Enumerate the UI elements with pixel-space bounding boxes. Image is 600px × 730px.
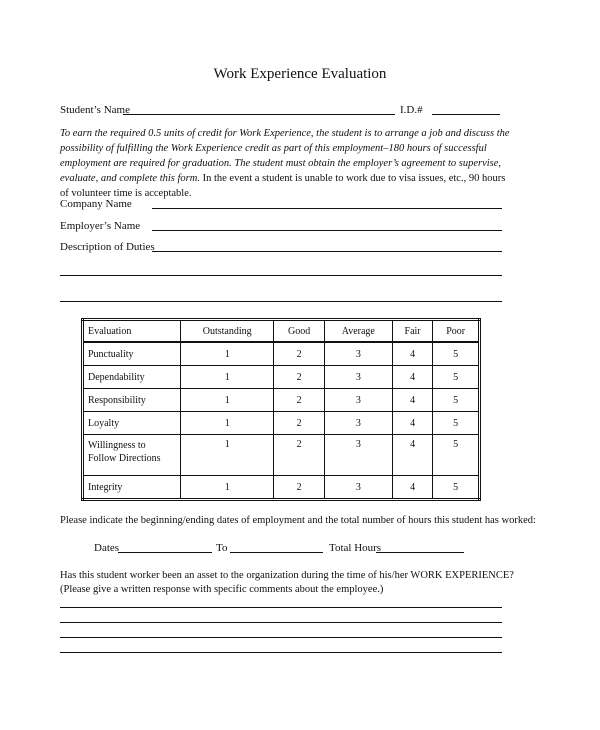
student-name-field[interactable] [123, 114, 395, 115]
header-cell: Poor [433, 320, 480, 343]
total-hours-field[interactable] [376, 552, 464, 553]
criterion-label: Dependability [83, 366, 181, 389]
header-cell: Outstanding [181, 320, 274, 343]
end-date-field[interactable] [230, 552, 323, 553]
rating-cell[interactable]: 3 [324, 476, 392, 500]
rating-cell[interactable]: 5 [433, 435, 480, 476]
table-row [83, 366, 480, 389]
asset-question: Has this student worker been an asset to the organization during the time of his/her WORK EXPERIENCE? [60, 570, 514, 581]
rating-cell[interactable]: 1 [181, 476, 274, 500]
table-row [83, 412, 480, 435]
rating-cell[interactable]: 1 [181, 342, 274, 366]
rating-cell[interactable]: 2 [274, 389, 324, 412]
rating-cell[interactable]: 3 [324, 435, 392, 476]
table-row [83, 342, 480, 366]
rating-cell[interactable]: 1 [181, 435, 274, 476]
intro-paragraph [60, 126, 510, 201]
criterion-label: Loyalty [83, 412, 181, 435]
start-date-field[interactable] [118, 552, 212, 553]
dates-label: Dates [94, 542, 120, 554]
criterion-label: Punctuality [83, 342, 181, 366]
rating-cell[interactable]: 2 [274, 366, 324, 389]
criterion-label: Responsibility [83, 389, 181, 412]
rating-cell[interactable]: 4 [392, 389, 433, 412]
dates-prompt: Please indicate the beginning/ending dates of employment and the total number of hours this student has worked: [60, 515, 536, 526]
header-cell: Average [324, 320, 392, 343]
rating-cell[interactable]: 2 [274, 476, 324, 500]
rating-cell[interactable]: 1 [181, 366, 274, 389]
id-field[interactable] [432, 114, 500, 115]
rating-cell[interactable]: 3 [324, 389, 392, 412]
rating-cell[interactable]: 5 [433, 342, 480, 366]
rating-cell[interactable]: 4 [392, 342, 433, 366]
evaluation-table [81, 318, 481, 501]
form-title: Work Experience Evaluation [213, 66, 387, 82]
rating-cell[interactable]: 4 [392, 435, 433, 476]
rating-cell[interactable]: 5 [433, 412, 480, 435]
employer-name-label: Employer’s Name [60, 220, 141, 232]
id-label: I.D.# [400, 104, 423, 116]
rating-cell[interactable]: 2 [274, 435, 324, 476]
response-line-3[interactable] [60, 637, 502, 638]
rating-cell[interactable]: 4 [392, 366, 433, 389]
duties-field-line-3[interactable] [60, 301, 502, 302]
rating-cell[interactable]: 5 [433, 389, 480, 412]
rating-cell[interactable]: 3 [324, 342, 392, 366]
response-line-1[interactable] [60, 607, 502, 608]
student-name-label: Student’s Name [60, 104, 130, 116]
rating-cell[interactable]: 1 [181, 412, 274, 435]
total-hours-label: Total Hours [329, 542, 382, 554]
asset-instruction: (Please give a written response with specific comments about the employee.) [60, 584, 384, 595]
rating-cell[interactable]: 4 [392, 476, 433, 500]
duties-field-line-2[interactable] [60, 275, 502, 276]
duties-label: Description of Duties [60, 241, 155, 253]
header-cell: Evaluation [83, 320, 181, 343]
employer-name-field[interactable] [152, 230, 502, 231]
response-line-2[interactable] [60, 622, 502, 623]
rating-cell[interactable]: 3 [324, 366, 392, 389]
criterion-label: Integrity [83, 476, 181, 500]
to-label: To [216, 542, 228, 554]
rating-cell[interactable]: 3 [324, 412, 392, 435]
rating-cell[interactable]: 2 [274, 342, 324, 366]
company-name-label: Company Name [60, 198, 132, 210]
rating-cell[interactable]: 4 [392, 412, 433, 435]
rating-cell[interactable]: 1 [181, 389, 274, 412]
header-cell: Good [274, 320, 324, 343]
response-line-4[interactable] [60, 652, 502, 653]
company-name-field[interactable] [152, 208, 502, 209]
intro-plain: In the event a student is unable to work due to visa issues, etc., 90 hours of volunteer time is acceptable. [60, 173, 506, 199]
criterion-label: Willingness to Follow Directions [83, 435, 181, 476]
rating-cell[interactable]: 5 [433, 366, 480, 389]
table-row [83, 435, 480, 476]
intro-italic: To earn the required 0.5 units of credit for Work Experience, the student is to arrange a job and discuss the possibility of fulfilling the Work Experience credit as part of this employment–180 hours of successful employment are required for graduation. The student must obtain the employer’s agreement to supervise, evaluate, and complete this form. [60, 128, 510, 184]
table-header-row [83, 320, 480, 343]
table-row [83, 476, 480, 500]
rating-cell[interactable]: 2 [274, 412, 324, 435]
rating-cell[interactable]: 5 [433, 476, 480, 500]
table-row [83, 389, 480, 412]
duties-field[interactable] [152, 251, 502, 252]
header-cell: Fair [392, 320, 433, 343]
